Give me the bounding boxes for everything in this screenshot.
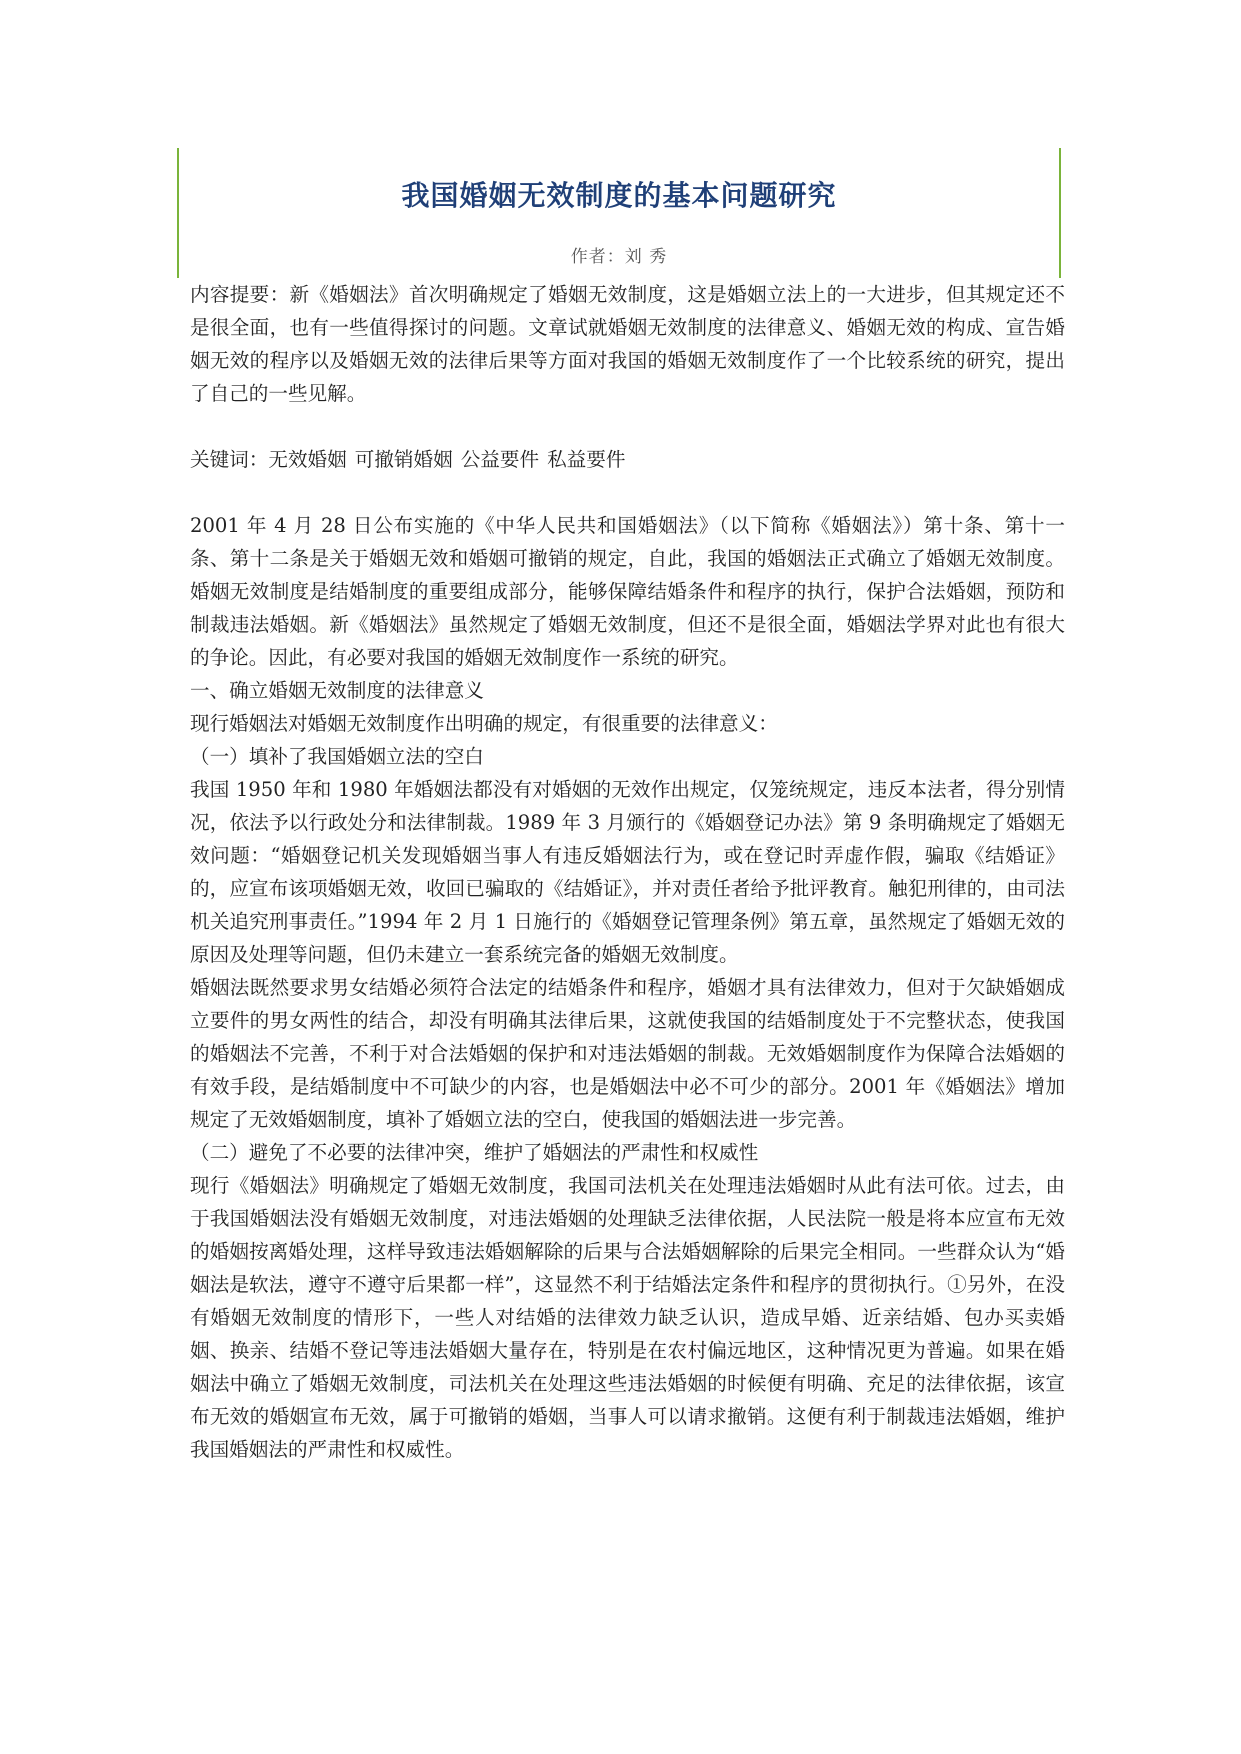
author-byline: 作者：刘 秀 <box>570 247 668 267</box>
spacer <box>190 410 1065 443</box>
section-heading: 一、确立婚姻无效制度的法律意义 <box>190 679 484 702</box>
body-paragraph: 现行《婚姻法》明确规定了婚姻无效制度，我国司法机关在处理违法婚姻时从此有法可依。过去，由于我国婚姻法没有婚姻无效制度，对违法婚姻的处理缺乏法律依据，人民法院一般是将本应宣布无效的婚姻按离婚处理，这样导致违法婚姻解除的后果与合法婚姻解除的后果完全相同。一些群众认为“婚姻法是软法，遵守不遵守后果都一样”，这显然不利于结婚法定条件和程序的贯彻执行。①另外，在没有婚姻无效制度的情形下，一些人对结婚的法律效力缺乏认识，造成早婚、近亲结婚、包办买卖婚姻、换亲、结婚不登记等违法婚姻大量存在，特别是在农村偏远地区，这种情况更为普遍。如果在婚姻法中确立了婚姻无效制度，司法机关在处理这些违法婚姻的时候便有明确、充足的法律依据，该宣布无效的婚姻宣布无效，属于可撤销的婚姻，当事人可以请求撤销。这便有利于制裁违法婚姻，维护我国婚姻法的严肃性和权威性。 <box>190 1174 1065 1461</box>
keywords <box>190 443 1065 476</box>
body-paragraph: 我国 1950 年和 1980 年婚姻法都没有对婚姻的无效作出规定，仅笼统规定，违反本法者，得分别情况，依法予以行政处分和法律制裁。1989 年 3 月颁行的《婚姻登记办法》第 9 条明确规定了婚姻无效问题：“婚姻登记机关发现婚姻当事人有违反婚姻法行为，或在登记时弄虚作假，骗取《结婚证》的，应宣布该项婚姻无效，收回已骗取的《结婚证》，并对责任者给予批评教育。触犯刑律的，由司法机关追究刑事责任。”1994 年 2 月 1 日施行的《婚姻登记管理条例》第五章，虽然规定了婚姻无效的原因及处理等问题，但仍未建立一套系统完备的婚姻无效制度。 <box>190 778 1065 966</box>
keyword-item: 无效婚姻 <box>268 448 347 471</box>
intro-paragraph: 2001 年 4 月 28 日公布实施的《中华人民共和国婚姻法》（以下简称《婚姻法》）第十条、第十一条、第十二条是关于婚姻无效和婚姻可撤销的规定，自此，我国的婚姻法正式确立了婚姻无效制度。婚姻无效制度是结婚制度的重要组成部分，能够保障结婚条件和程序的执行，保护合法婚姻，预防和制裁违法婚姻。新《婚姻法》虽然规定了婚姻无效制度，但还不是很全面，婚姻法学界对此也有很大的争论。因此，有必要对我国的婚姻无效制度作一系统的研究。 <box>190 514 1065 669</box>
subsection-heading: （二）避免了不必要的法律冲突，维护了婚姻法的严肃性和权威性 <box>190 1141 759 1164</box>
keywords-label: 关键词： <box>190 448 269 471</box>
keyword-item: 公益要件 <box>460 448 540 471</box>
subsection-heading: （一）填补了我国婚姻立法的空白 <box>190 745 484 768</box>
document-body <box>190 278 1065 1466</box>
body-paragraph: 婚姻法既然要求男女结婚必须符合法定的结婚条件和程序，婚姻才具有法律效力，但对于欠缺婚姻成立要件的男女两性的结合，却没有明确其法律后果，这就使我国的结婚制度处于不完整状态，使我国的婚姻法不完善，不利于对合法婚姻的保护和对违法婚姻的制裁。无效婚姻制度作为保障合法婚姻的有效手段，是结婚制度中不可缺少的内容，也是婚姻法中必不可少的部分。2001 年《婚姻法》增加规定了无效婚姻制度，填补了婚姻立法的空白，使我国的婚姻法进一步完善。 <box>190 976 1065 1131</box>
abstract: 内容提要：新《婚姻法》首次明确规定了婚姻无效制度，这是婚姻立法上的一大进步，但其规定还不是很全面，也有一些值得探讨的问题。文章试就婚姻无效制度的法律意义、婚姻无效的构成、宣告婚姻无效的程序以及婚姻无效的法律后果等方面对我国的婚姻无效制度作了一个比较系统的研究，提出了自己的一些见解。 <box>190 283 1065 405</box>
keyword-item: 可撤销婚姻 <box>354 448 453 471</box>
header-box <box>177 148 1061 278</box>
spacer <box>190 476 1065 509</box>
keyword-item: 私益要件 <box>547 448 626 471</box>
document-title: 我国婚姻无效制度的基本问题研究 <box>401 179 837 212</box>
body-paragraph: 现行婚姻法对婚姻无效制度作出明确的规定，有很重要的法律意义： <box>190 712 778 735</box>
